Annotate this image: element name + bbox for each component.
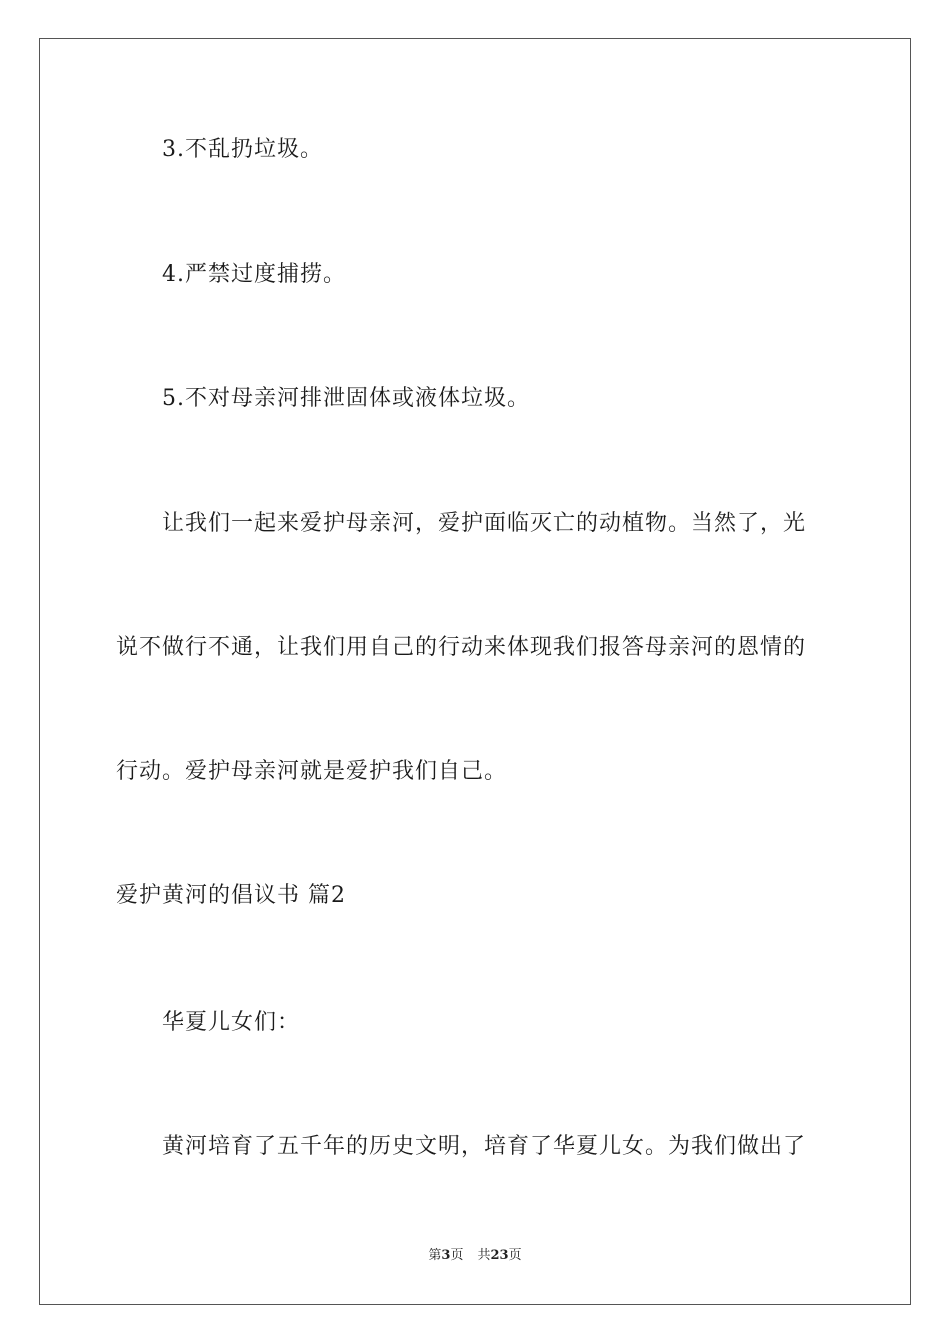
page-border bbox=[39, 38, 911, 1305]
list-item-3: 3.不乱扔垃圾。 bbox=[162, 137, 323, 162]
paragraph-line-3: 行动。爱护母亲河就是爱护我们自己。 bbox=[116, 759, 508, 784]
list-item-5: 5.不对母亲河排泄固体或液体垃圾。 bbox=[162, 386, 530, 411]
footer-total-suffix: 页 bbox=[508, 1248, 522, 1263]
footer-total-pages: 23 bbox=[490, 1248, 509, 1263]
paragraph-line-2: 说不做行不通，让我们用自己的行动来体现我们报答母亲河的恩情的 bbox=[116, 635, 807, 660]
salutation: 华夏儿女们： bbox=[162, 1010, 301, 1035]
section-heading: 爱护黄河的倡议书 篇2 bbox=[116, 883, 346, 908]
paragraph-line-1: 让我们一起来爱护母亲河，爱护面临灭亡的动植物。当然了，光 bbox=[162, 511, 807, 536]
paragraph-line-4: 黄河培育了五千年的历史文明，培育了华夏儿女。为我们做出了 bbox=[162, 1134, 807, 1159]
footer-page-prefix: 第 bbox=[428, 1248, 442, 1263]
list-item-4: 4.严禁过度捕捞。 bbox=[162, 262, 346, 287]
footer-page-number: 3 bbox=[441, 1248, 451, 1263]
footer-page-suffix: 页 bbox=[450, 1248, 464, 1263]
footer-total-prefix: 共 bbox=[477, 1248, 491, 1263]
page-footer bbox=[0, 1247, 950, 1265]
